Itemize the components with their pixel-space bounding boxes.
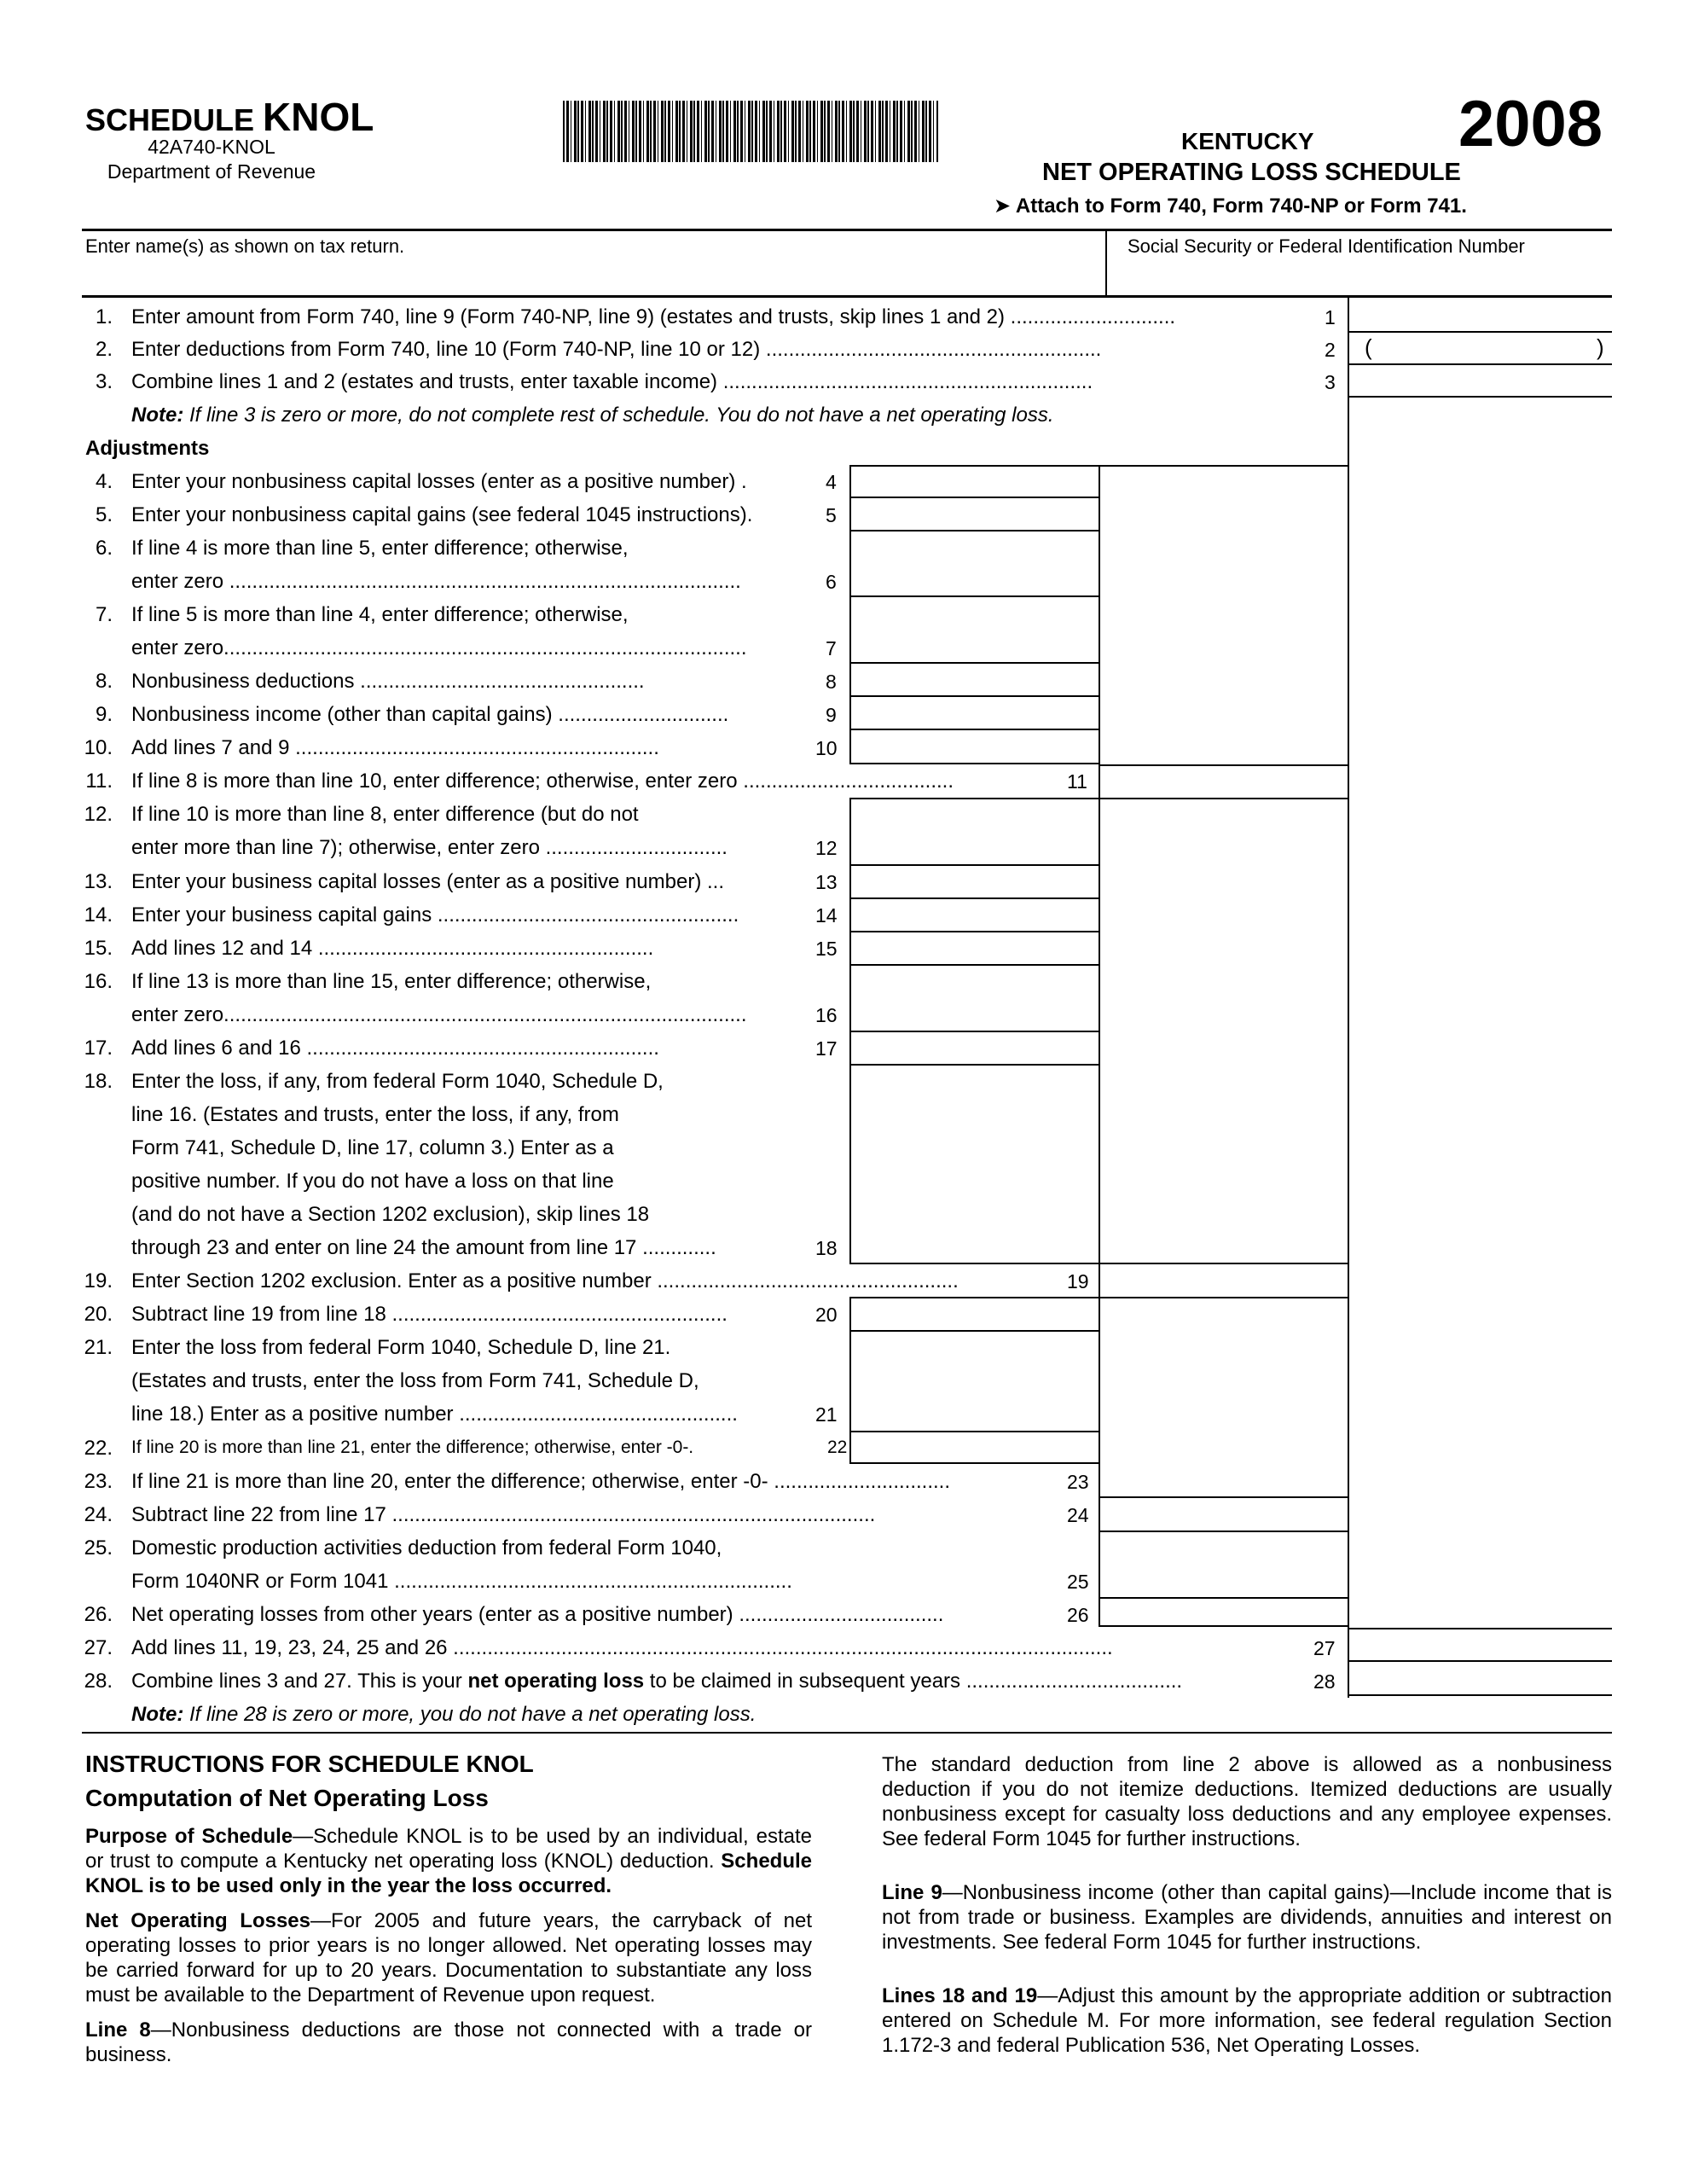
line-number: 8. [95, 670, 113, 693]
ref-number: 20 [815, 1304, 838, 1326]
ssn-input[interactable] [1109, 261, 1610, 295]
ssn-field-label: Social Security or Federal Identification Number [1128, 235, 1525, 257]
line-2-text: Enter deductions from Form 740, line 10 (Form 740-NP, line 10 or 12) ........................................................... [131, 338, 1102, 361]
line-11-amount[interactable] [1102, 767, 1346, 796]
line-number: 5. [95, 503, 113, 526]
line-number: 15. [84, 937, 113, 960]
line-8-amount[interactable] [849, 662, 1100, 697]
line-12-text-cont: enter more than line 7); otherwise, enter zero ................................ [131, 836, 728, 859]
ref-number: 8 [826, 671, 837, 693]
line-9-amount[interactable] [849, 695, 1100, 730]
form-title: NET OPERATING LOSS SCHEDULE [1042, 159, 1461, 186]
line-18-text-cont: (and do not have a Section 1202 exclusion), skip lines 18 [131, 1203, 650, 1226]
line9-paragraph: Line 9—Nonbusiness income (other than capital gains)—Include income that is not from trade or business. Examples are dividends, annuities and interest on investments. See federal Form 1045 for further instructions. [882, 1881, 1612, 1954]
line-15-text: Add lines 12 and 14 ........................................................... [131, 937, 654, 960]
line-21-text-cont: line 18.) Enter as a positive number ................................................. [131, 1403, 738, 1426]
line-16-text: If line 13 is more than line 15, enter difference; otherwise, [131, 970, 652, 993]
line-14-amount[interactable] [849, 897, 1100, 932]
line-18-text-cont: Form 741, Schedule D, line 17, column 3.) Enter as a [131, 1136, 614, 1159]
line-18-text: Enter the loss, if any, from federal Form 1040, Schedule D, [131, 1070, 664, 1093]
ref-number: 17 [815, 1037, 838, 1060]
line-25-text: Domestic production activities deduction from federal Form 1040, [131, 1536, 722, 1560]
line-19-amount[interactable] [1102, 1266, 1346, 1295]
line-27-amount[interactable] [1351, 1631, 1609, 1658]
line-number: 14. [84, 903, 113, 926]
line-18-text-cont: positive number. If you do not have a loss on that line [131, 1170, 614, 1193]
ref-number: 1 [1325, 306, 1336, 328]
line-6-text: If line 4 is more than line 5, enter difference; otherwise, [131, 537, 629, 560]
nol-paragraph: Net Operating Losses—For 2005 and future years, the carryback of net operating losses to prior years is no longer allowed. Net operating losses may be carried forward for up to 20 years. Documentation to substantiate any loss must be available to the Department of Revenue upon request. [85, 1909, 812, 2007]
ref-number: 22 [827, 1438, 848, 1457]
ref-number: 21 [815, 1403, 838, 1426]
ref-number: 10 [815, 737, 838, 759]
line1819-paragraph: Lines 18 and 19—Adjust this amount by the appropriate addition or subtraction entered on Schedule M. For more information, see federal regulation Section 1.172-3 and federal Publication 536, Net Operating Losses. [882, 1984, 1613, 2057]
line-10-text: Add lines 7 and 9 ................................................................ [131, 736, 659, 759]
line-20-text: Subtract line 19 from line 18 ........................................................... [131, 1303, 728, 1326]
line-2-amount[interactable]: ( ) [1365, 334, 1604, 360]
line-26-amount[interactable] [1102, 1600, 1346, 1623]
ref-number: 23 [1067, 1471, 1089, 1493]
instructions-right-column [882, 1752, 1612, 2068]
line-number: 27. [84, 1636, 113, 1659]
line-20-amount[interactable] [849, 1297, 1100, 1332]
line-number: 1. [95, 305, 113, 328]
line-number: 6. [95, 537, 113, 560]
line-13-text: Enter your business capital losses (enter as a positive number) ... [131, 870, 724, 893]
line-4-text: Enter your nonbusiness capital losses (enter as a positive number) . [131, 470, 747, 493]
adjustments-heading: Adjustments [85, 437, 210, 460]
schedule-title: SCHEDULE KNOL [85, 95, 374, 139]
instructions-heading: INSTRUCTIONS FOR SCHEDULE KNOL [85, 1751, 534, 1777]
line8-paragraph: Line 8—Nonbusiness deductions are those not connected with a trade or business. [85, 2018, 812, 2066]
line-number: 9. [95, 703, 113, 726]
attach-instruction: ➤ Attach to Form 740, Form 740-NP or Form 741. [994, 195, 1467, 218]
line-12-amount[interactable] [849, 798, 1100, 866]
line-number: 11. [85, 770, 113, 793]
line-21-amount[interactable] [849, 1330, 1100, 1432]
line-7-text-cont: enter zero............................................................................................ [131, 636, 747, 659]
line-number: 10. [84, 736, 113, 759]
line-17-text: Add lines 6 and 16 .............................................................. [131, 1037, 659, 1060]
line-number: 22. [84, 1437, 113, 1460]
tax-year: 2008 [1458, 88, 1603, 160]
line-21-text-cont: (Estates and trusts, enter the loss from Form 741, Schedule D, [131, 1369, 699, 1392]
line-number: 12. [84, 803, 113, 826]
ref-number: 24 [1067, 1504, 1089, 1526]
purpose-paragraph: Purpose of Schedule—Schedule KNOL is to be used by an individual, estate or trust to compute a Kentucky net operating loss (KNOL) deduction. Schedule KNOL is to be used only in the year the loss occurred. [85, 1825, 813, 1897]
ref-number: 2 [1325, 339, 1336, 361]
line-18-text-cont: line 16. (Estates and trusts, enter the loss, if any, from [131, 1103, 619, 1126]
line-13-amount[interactable] [849, 864, 1100, 899]
line-1-text: Enter amount from Form 740, line 9 (Form 740-NP, line 9) (estates and trusts, skip lines 1 and 2) ............................. [131, 305, 1176, 328]
line-24-amount[interactable] [1102, 1499, 1346, 1529]
line-16-amount[interactable] [849, 964, 1100, 1032]
line-10-amount[interactable] [849, 729, 1100, 764]
line-24-text: Subtract line 22 from line 17 ..................................................................................... [131, 1503, 876, 1526]
line-25-text-cont: Form 1040NR or Form 1041 ...................................................................... [131, 1570, 792, 1593]
instructions-subheading: Computation of Net Operating Loss [85, 1785, 489, 1811]
line-number: 20. [84, 1303, 113, 1326]
ref-number: 11 [1067, 770, 1087, 793]
name-input[interactable] [85, 253, 1100, 293]
line-3-amount[interactable] [1351, 367, 1609, 394]
line-7-amount[interactable] [849, 595, 1100, 664]
ref-number: 6 [826, 571, 837, 593]
line-16-text-cont: enter zero............................................................................................ [131, 1003, 747, 1026]
line-26-text: Net operating losses from other years (enter as a positive number) .................................... [131, 1603, 944, 1626]
line-12-text: If line 10 is more than line 8, enter difference (but do not [131, 803, 639, 826]
barcode [563, 101, 938, 162]
line-21-text: Enter the loss from federal Form 1040, Schedule D, line 21. [131, 1336, 671, 1359]
ref-number: 9 [826, 704, 837, 726]
ref-number: 28 [1313, 1670, 1336, 1693]
line-14-text: Enter your business capital gains ..................................................... [131, 903, 739, 926]
line-number: 3. [95, 370, 113, 393]
line-number: 16. [84, 970, 113, 993]
line-9-text: Nonbusiness income (other than capital gains) .............................. [131, 703, 729, 726]
line-number: 4. [95, 470, 113, 493]
ref-number: 13 [815, 871, 838, 893]
line-28-note: Note: If line 28 is zero or more, you do not have a net operating loss. [131, 1703, 757, 1726]
ref-number: 18 [815, 1237, 838, 1259]
ref-number: 7 [826, 637, 837, 659]
line-5-text: Enter your nonbusiness capital gains (see federal 1045 instructions). [131, 503, 753, 526]
ref-number: 5 [826, 504, 837, 526]
ref-number: 14 [815, 904, 838, 926]
line-22-amount[interactable] [849, 1431, 1100, 1464]
line-22-text: If line 20 is more than line 21, enter the difference; otherwise, enter -0-. [131, 1438, 694, 1457]
line-19-text: Enter Section 1202 exclusion. Enter as a positive number ..................................................... [131, 1269, 959, 1292]
line-number: 19. [84, 1269, 113, 1292]
ref-number: 19 [1067, 1270, 1089, 1292]
ref-number: 25 [1067, 1571, 1089, 1593]
ref-number: 3 [1325, 371, 1336, 393]
line-11-text: If line 8 is more than line 10, enter difference; otherwise, enter zero ..................................... [131, 770, 954, 793]
line-number: 2. [95, 338, 113, 361]
line-6-amount[interactable] [849, 530, 1100, 597]
line-17-amount[interactable] [849, 1031, 1100, 1066]
ref-number: 15 [815, 938, 838, 960]
line-23-text: If line 21 is more than line 20, enter the difference; otherwise, enter -0- ............................... [131, 1470, 951, 1493]
ref-number: 12 [815, 837, 838, 859]
ref-number: 4 [826, 471, 837, 493]
line-28-amount[interactable] [1351, 1664, 1609, 1693]
line-5-amount[interactable] [849, 497, 1100, 531]
instructions-left-column [85, 1824, 812, 2077]
line-18-text-cont: through 23 and enter on line 24 the amount from line 17 ............. [131, 1236, 716, 1259]
line-27-text: Add lines 11, 19, 23, 24, 25 and 26 .................................................................................................................... [131, 1636, 1113, 1659]
line-number: 17. [84, 1037, 113, 1060]
ref-number: 27 [1313, 1637, 1336, 1659]
ref-number: 16 [815, 1004, 838, 1026]
line-number: 25. [84, 1536, 113, 1560]
state-name: KENTUCKY [1181, 128, 1314, 154]
line-15-amount[interactable] [849, 931, 1100, 966]
line-number: 23. [84, 1470, 113, 1493]
line-6-text-cont: enter zero .......................................................................................... [131, 570, 741, 593]
ref-number: 26 [1067, 1604, 1089, 1626]
line-3-note: Note: If line 3 is zero or more, do not complete rest of schedule. You do not have a net operating loss. [131, 404, 1054, 427]
line-7-text: If line 5 is more than line 4, enter difference; otherwise, [131, 603, 629, 626]
line-28-text: Combine lines 3 and 27. This is your net operating loss to be claimed in subsequent years ...................................... [131, 1670, 1183, 1693]
line-number: 26. [84, 1603, 113, 1626]
line-number: 18. [84, 1070, 113, 1093]
line-3-text: Combine lines 1 and 2 (estates and trusts, enter taxable income) ................................................................. [131, 370, 1093, 393]
line-1-amount[interactable] [1351, 300, 1609, 329]
line-number: 28. [84, 1670, 113, 1693]
std-deduction-paragraph: The standard deduction from line 2 above is allowed as a nonbusiness deduction if you do not itemize deductions. Itemized deductions are usually nonbusiness except for casualty loss deductions and any employee expenses. See federal Form 1045 for further instructions. [882, 1753, 1612, 1850]
line-4-amount[interactable] [849, 465, 1100, 498]
form-number: 42A740-KNOL Department of Revenue [107, 136, 316, 183]
line-number: 21. [84, 1336, 113, 1359]
line-25-amount[interactable] [1102, 1533, 1346, 1595]
line-8-text: Nonbusiness deductions .................................................. [131, 670, 645, 693]
line-number: 7. [95, 603, 113, 626]
line-number: 13. [84, 870, 113, 893]
line-23-amount[interactable] [1102, 1466, 1346, 1495]
line-number: 24. [84, 1503, 113, 1526]
name-field-label: Enter name(s) as shown on tax return. [85, 235, 405, 257]
line-18-amount[interactable] [849, 1064, 1100, 1264]
